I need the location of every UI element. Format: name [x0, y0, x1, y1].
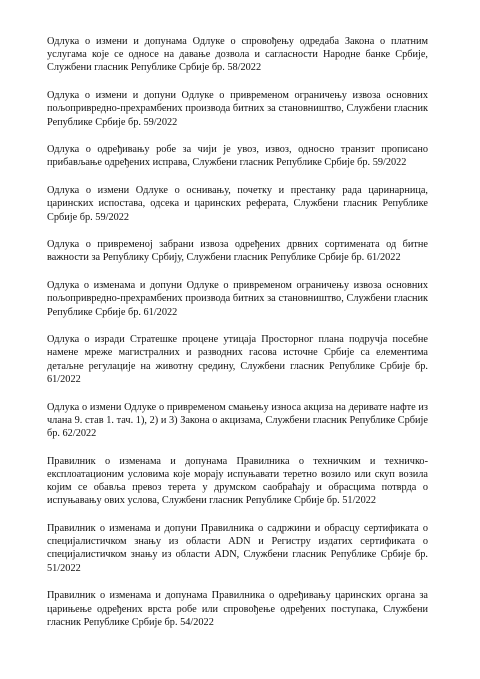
document-entry: Одлука о измени и допуни Одлуке о привременом ограничењу извоза основних пољопривредно-прехрамбених производа битних за становништво, Службени гласник Републике Србије бр. 59/2022: [47, 90, 428, 128]
document-entry: Одлука о измени Одлуке о привременом смањењу износа акциза на деривате нафте из члана 9. став 1. тач. 1), 2) и 3) Закона о акцизама, Службени гласник Републике Србије бр. 62/2022: [47, 401, 428, 439]
document-entry: Одлука о привременој забрани извоза одређених дрвних сортимената од битне важности за Републику Србију, Службени гласник Републике Србије бр. 61/2022: [47, 239, 428, 264]
document-entry: Правилник о изменама и допунама Правилника о одређивању царинских органа за царињење одређених врста робе или спровођење одређених поступака, Службени гласник Републике Србије бр. 54/2022: [47, 590, 428, 628]
document-entry: Одлука о изменама и допуни Одлуке о привременом ограничењу извоза основних пољопривредно-прехрамбених производа битних за становништво, Службени гласник Републике Србије бр. 61/2022: [47, 280, 428, 318]
document-entry: Одлука о одређивању робе за чији је увоз, извоз, односно транзит прописано прибављање одређених исправа, Службени гласник Републике Србије бр. 59/2022: [47, 144, 428, 169]
document-entry: Правилник о изменама и допунама Правилника о техничким и техничко-експлоатационим условима које морају испуњавати теретно возило или скуп возила којим се обавља превоз терета у друмском саобраћају и обрасцима потврда о испуњавању ових услова, Службени гласник Републике Србије бр. 51/2022: [47, 455, 428, 507]
document-entry: Одлука о измени и допунама Одлуке о спровођењу одредаба Закона о платним услугама које се односе на давање дозвола и сагласности Народне банке Србије, Службени гласник Републике Србије бр. 58/2022: [47, 36, 428, 74]
document-entry: Одлука о измени Одлуке о оснивању, почетку и престанку рада царинарница, царинских испостава, одсека и царинских реферата, Службени гласник Републике Србије бр. 59/2022: [47, 185, 428, 223]
document-entry: Правилник о изменама и допуни Правилника о садржини и обрасцу сертификата о специјалистичком знању из области ADN и Регистру издатих сертификата о специјалистичком знању из области ADN, Службени гласник Републике Србије бр. 51/2022: [47, 522, 428, 574]
document-entry: Одлука о изради Стратешке процене утицаја Просторног плана подручја посебне намене мреже магистралних и разводних гасова источне Србије са елементима детаљне регулације на животну средину, Службени гласник Републике Србије бр. 61/2022: [47, 334, 428, 385]
